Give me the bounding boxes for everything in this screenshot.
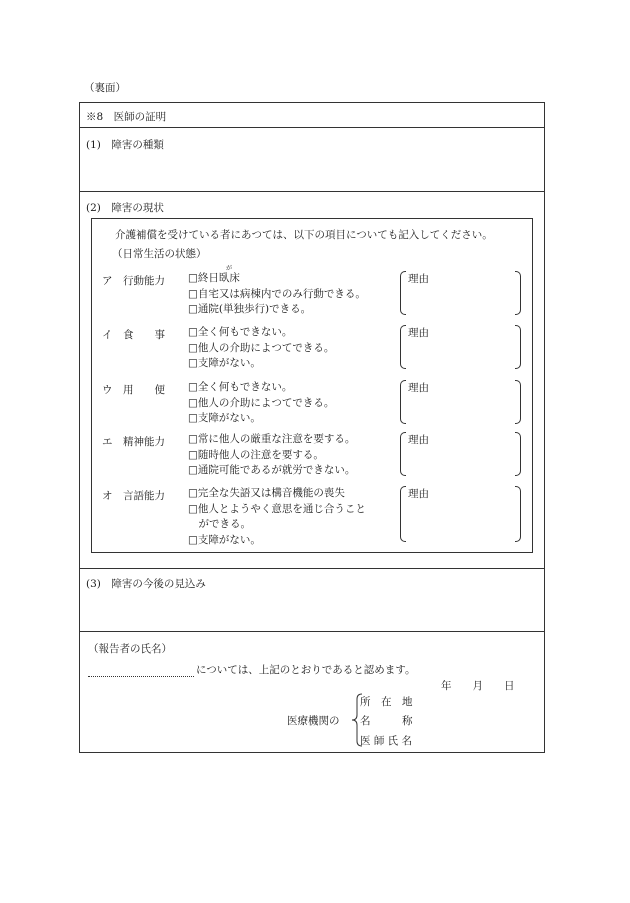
reporter-statement: については、上記のとおりであると認めます。 [196, 664, 416, 676]
option: □常に他人の厳重な注意を要する。 [188, 433, 356, 445]
field-address: 所 在 地 [360, 696, 413, 708]
option: □完全な失語又は構音機能の喪失 [188, 487, 345, 499]
item-label-language: オ 言語能力 [102, 490, 165, 502]
item-label-action: ア 行動能力 [102, 275, 165, 287]
option: □他人の介助によつてできる。 [188, 341, 335, 354]
option: □通院可能であるが就労できない。 [188, 464, 356, 476]
item-label-mental: エ 精神能力 [102, 436, 165, 448]
option: □全く何もできない。 [188, 381, 293, 393]
page-label: （裏面） [84, 82, 126, 94]
instruction-text: 介護補償を受けている者にあつては、以下の項目についても記入してください。 [115, 229, 493, 241]
item-label-toilet: ウ 用 便 [102, 384, 165, 396]
divider [79, 568, 545, 569]
reporter-title: （報告者の氏名） [88, 643, 172, 655]
option: □自宅又は病棟内でのみ行動できる。 [188, 287, 366, 300]
option: □他人とようやく意思を通じ合うこと [188, 502, 366, 515]
item-options-action [188, 271, 366, 318]
date-line: 年 月 日 [441, 680, 515, 692]
reason-label: 理由 [408, 434, 429, 446]
ruby-text: が [226, 265, 233, 272]
item-options-language [188, 486, 366, 548]
reporter-statement-line [88, 662, 415, 677]
divider [79, 191, 545, 192]
option: □支障がない。 [188, 357, 261, 369]
section1-title: (1) 障害の種類 [86, 139, 164, 151]
name-blank [88, 665, 194, 677]
item-options-mental [188, 432, 355, 479]
reason-bracket [400, 325, 521, 369]
section3-title: (3) 障害の今後の見込み [86, 578, 206, 590]
option: □支障がない。 [188, 412, 261, 424]
item-options-meal [188, 325, 334, 372]
option: □全く何もできない。 [188, 326, 293, 338]
subheading: （日常生活の状態） [112, 248, 207, 260]
reason-label: 理由 [408, 273, 429, 285]
divider [79, 631, 545, 632]
option: ができる。 [188, 518, 251, 530]
item-options-toilet [188, 380, 334, 427]
item-label-meal: イ 食 事 [102, 329, 165, 341]
section2-title: (2) 障害の現状 [86, 202, 164, 214]
field-name: 名 称 [360, 715, 413, 727]
option: □支障がない。 [188, 533, 261, 546]
reason-label: 理由 [408, 382, 429, 394]
field-doctor-name: 医 師 氏 名 [360, 735, 413, 747]
reason-bracket [400, 380, 521, 424]
reason-bracket [400, 432, 521, 476]
reason-label: 理由 [408, 488, 429, 500]
reason-bracket [400, 271, 521, 315]
divider [79, 127, 545, 128]
option: □随時他人の注意を要する。 [188, 448, 324, 461]
section8-title: ※8 医師の証明 [86, 111, 167, 123]
option: □終日臥床 [188, 272, 240, 284]
reason-label: 理由 [408, 327, 429, 339]
reason-bracket [400, 486, 521, 542]
institution-label: 医療機関の [287, 715, 340, 727]
option: □通院(単独歩行)できる。 [188, 303, 312, 315]
option: □他人の介助によつてできる。 [188, 396, 335, 409]
